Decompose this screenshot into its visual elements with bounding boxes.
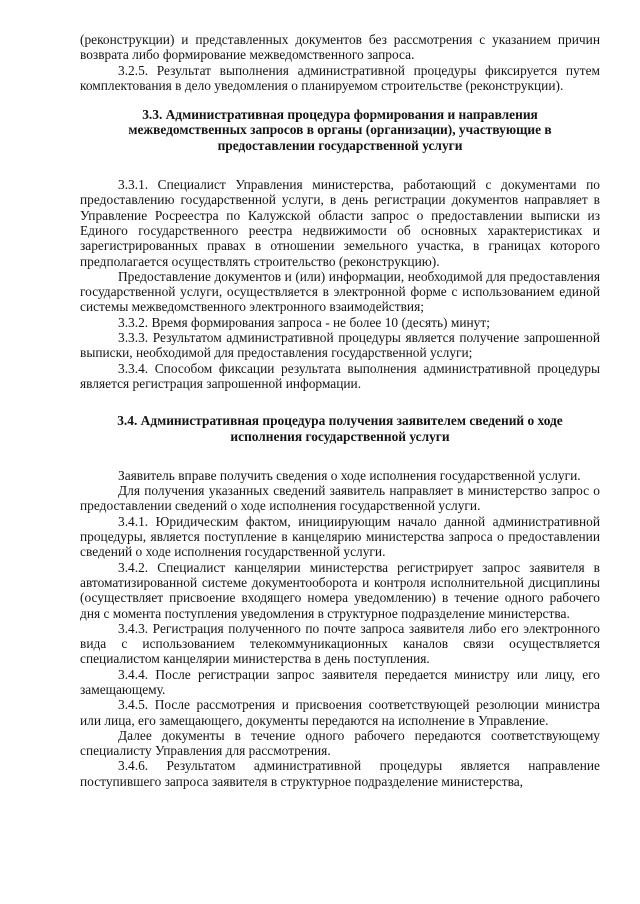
paragraph-3-3-4: 3.3.4. Способом фиксации результата выполнения административной процедуры является регистрация запрошенной информации.	[80, 360, 600, 391]
paragraph-3-4-request: Для получения указанных сведений заявитель направляет в министерство запрос о предоставлении сведений о ходе исполнения государственной услуги.	[80, 483, 600, 514]
paragraph-3-2-4-tail: (реконструкции) и представленных документов без рассмотрения с указанием причин возврата либо формирование межведомственного запроса.	[80, 32, 600, 63]
paragraph-3-3-1-cont: Предоставление документов и (или) информации, необходимой для предоставления государственной услуги, осуществляется в электронной форме с использованием единой системы межведомственного электронного взаимодействия;	[80, 268, 600, 315]
section-heading-3-4: 3.4. Административная процедура получения заявителем сведений о ходе исполнения государственной услуги	[117, 413, 563, 444]
section-heading-3-3: 3.3. Административная процедура формирования и направления межведомственных запросов в органы (организации), участвующие в предоставлении государственной услуги	[128, 107, 552, 153]
document-page	[80, 32, 600, 789]
paragraph-3-3-1: 3.3.1. Специалист Управления министерства, работающий с документами по предоставлению государственной услуги, в день регистрации документов направляет в Управление Росреестра по Калужской области запрос о предоставлении выписки из Единого государственного реестра недвижимости об основных характеристиках и зарегистрированных правах в отношении земельного участка, в границах которого предполагается осуществлять строительство (реконструкцию).	[80, 177, 600, 269]
paragraph-3-3-3: 3.3.3. Результатом административной процедуры является получение запрошенной выписки, необходимой для предоставления государственной услуги;	[80, 330, 600, 361]
paragraph-3-4-4: 3.4.4. После регистрации запрос заявителя передается министру или лицу, его замещающему.	[80, 666, 600, 697]
paragraph-3-2-5: 3.2.5. Результат выполнения административной процедуры фиксируется путем комплектования в дело уведомления о планируемом строительстве (реконструкции).	[80, 62, 600, 93]
paragraph-3-4-5: 3.4.5. После рассмотрения и присвоения соответствующей резолюции министра или лица, его замещающего, документы передаются на исполнение в Управление.	[80, 697, 600, 728]
paragraph-3-4-1: 3.4.1. Юридическим фактом, инициирующим начало данной административной процедуры, является поступление в канцелярию министерства запроса о предоставлении сведений о ходе исполнения государственной услуги.	[80, 513, 600, 560]
paragraph-3-4-intro: Заявитель вправе получить сведения о ходе исполнения государственной услуги.	[118, 467, 581, 483]
paragraph-3-4-2: 3.4.2. Специалист канцелярии министерства регистрирует запрос заявителя в автоматизированной системе документооборота и контроля исполнительной дисциплины (осуществляет присвоение входящего номера уведомлению) в течение одного рабочего дня с момента поступления уведомления в структурное подразделение министерства.	[80, 559, 600, 621]
paragraph-3-4-5-cont: Далее документы в течение одного рабочего передаются соответствующему специалисту Управления для рассмотрения.	[80, 727, 600, 759]
paragraph-3-4-6: 3.4.6. Результатом административной процедуры является направление поступившего запроса заявителя в структурное подразделение министерства,	[80, 758, 600, 789]
paragraph-3-3-2: 3.3.2. Время формирования запроса - не более 10 (десять) минут;	[118, 314, 490, 330]
paragraph-3-4-3: 3.4.3. Регистрация полученного по почте запроса заявителя либо его электронного вида с использованием телекоммуникационных каналов связи осуществляется специалистом канцелярии министерства в день поступления.	[80, 620, 600, 667]
